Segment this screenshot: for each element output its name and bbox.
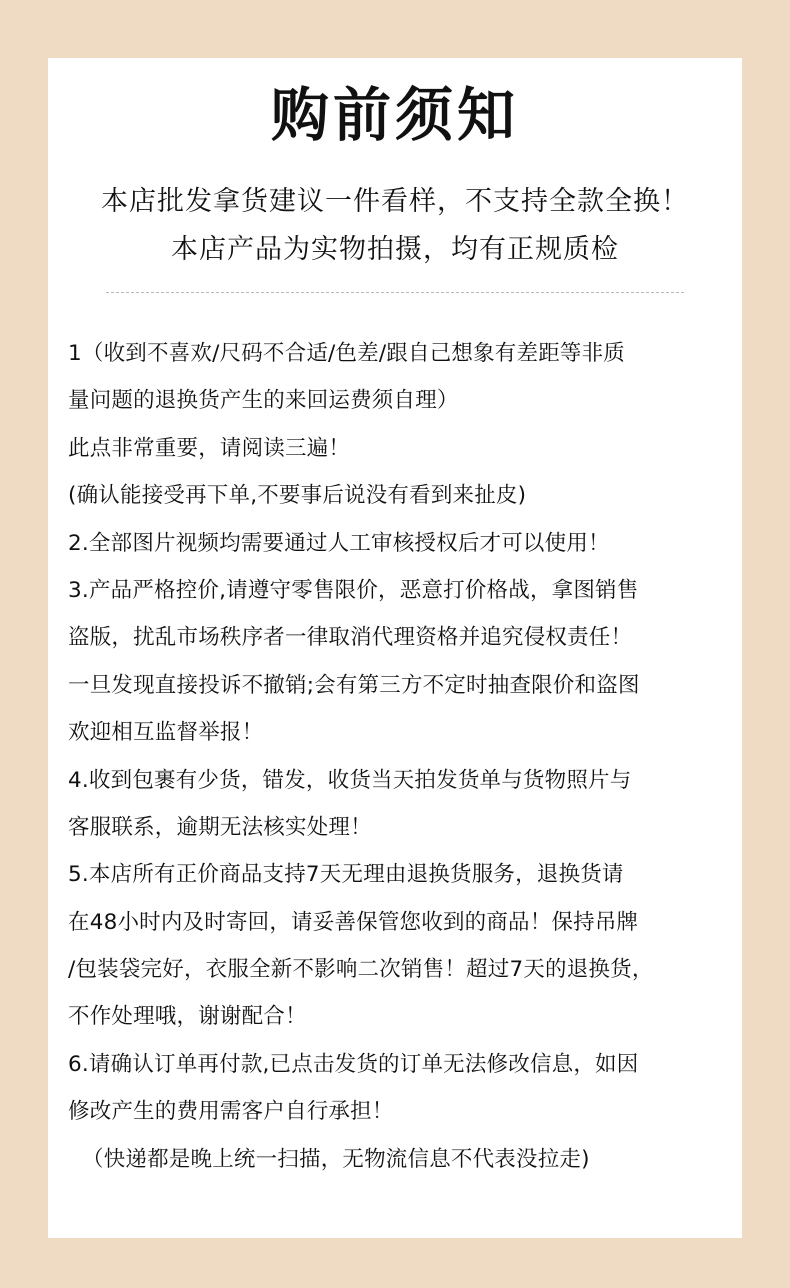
rule-line: 一旦发现直接投诉不撤销;会有第三方不定时抽查限价和盗图	[68, 672, 640, 698]
rule-line: 在48小时内及时寄回，请妥善保管您收到的商品！保持吊牌	[68, 909, 639, 935]
rule-line: 4.收到包裹有少货，错发，收货当天拍发货单与货物照片与	[68, 767, 632, 793]
rule-line-note: （快递都是晚上统一扫描，无物流信息不代表没拉走)	[82, 1146, 590, 1172]
rule-line: 1（收到不喜欢/尺码不合适/色差/跟自己想象有差距等非质	[68, 341, 626, 366]
rule-line: 此点非常重要，请阅读三遍！	[68, 435, 351, 461]
subtitle-quality: 本店产品为实物拍摄，均有正规质检	[171, 234, 619, 265]
rule-line: 修改产生的费用需客户自行承担！	[68, 1099, 394, 1125]
subtitle-wholesale: 本店批发拿货建议一件看样，不支持全款全换！	[101, 186, 689, 217]
rule-line: 量问题的退换货产生的来回运费须自理）	[68, 388, 459, 414]
rule-line: 5.本店所有正价商品支持7天无理由退换货服务，退换货请	[68, 862, 624, 888]
dashed-divider	[106, 292, 684, 293]
rule-line: /包装袋完好，衣服全新不影响二次销售！超过7天的退换货，	[68, 957, 654, 983]
rule-line: 客服联系，逾期无法核实处理！	[68, 814, 372, 840]
rule-line: 不作处理哦，谢谢配合！	[68, 1004, 307, 1030]
rules-list	[68, 330, 758, 1183]
rule-line: 2.全部图片视频均需要通过人工审核授权后才可以使用！	[68, 530, 610, 556]
rule-line: 盗版，扰乱市场秩序者一律取消代理资格并追究侵权责任！	[68, 625, 633, 651]
rule-line: 欢迎相互监督举报！	[68, 720, 264, 746]
rule-line: 6.请确认订单再付款,已点击发货的订单无法修改信息，如因	[68, 1051, 639, 1077]
rule-line: (确认能接受再下单,不要事后说没有看到来扯皮)	[68, 483, 527, 509]
page-title: 购前须知	[270, 81, 519, 149]
rule-line: 3.产品严格控价,请遵守零售限价，恶意打价格战，拿图销售	[68, 577, 639, 603]
